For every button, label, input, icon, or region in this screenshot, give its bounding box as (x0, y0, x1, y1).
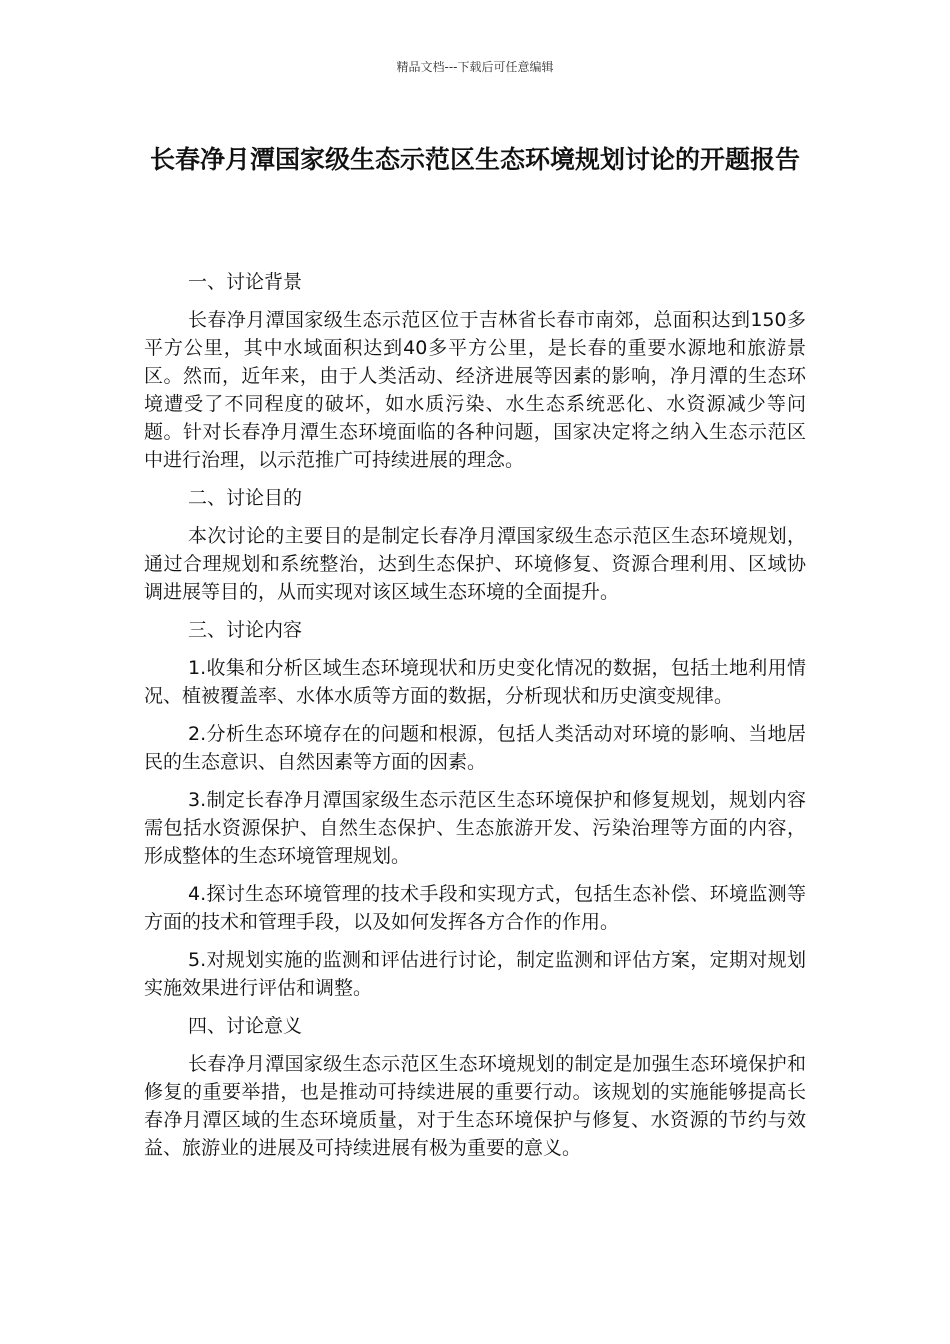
paragraph: 长春净月潭国家级生态示范区生态环境规划的制定是加强生态环境保护和修复的重要举措，也是推动可持续进展的重要行动。该规划的实施能够提高长春净月潭区域的生态环境质量，对于生态环境保护与修复、水资源的节约与效益、旅游业的进展及可持续进展有极为重要的意义。 (144, 1053, 806, 1159)
section-content (144, 616, 806, 1002)
list-item: 3.制定长春净月潭国家级生态示范区生态环境保护和修复规划，规划内容需包括水资源保护、自然生态保护、生态旅游开发、污染治理等方面的内容，形成整体的生态环境管理规划。 (144, 789, 806, 867)
page-header: 精品文档---下载后可任意编辑 (396, 60, 554, 74)
section-heading: 四、讨论意义 (188, 1015, 303, 1037)
document-title: 长春净月潭国家级生态示范区生态环境规划讨论的开题报告 (149, 145, 800, 174)
section-heading: 二、讨论目的 (188, 487, 303, 509)
document-body (144, 268, 806, 1172)
section-significance (144, 1012, 806, 1162)
section-heading: 三、讨论内容 (188, 619, 303, 641)
list-item: 1.收集和分析区域生态环境现状和历史变化情况的数据，包括土地利用情况、植被覆盖率、水体水质等方面的数据，分析现状和历史演变规律。 (144, 657, 806, 707)
paragraph: 本次讨论的主要目的是制定长春净月潭国家级生态示范区生态环境规划，通过合理规划和系统整治，达到生态保护、环境修复、资源合理利用、区域协调进展等目的，从而实现对该区域生态环境的全面提升。 (144, 525, 806, 603)
section-purpose (144, 484, 806, 606)
section-background (144, 268, 806, 474)
list-item: 4.探讨生态环境管理的技术手段和实现方式，包括生态补偿、环境监测等方面的技术和管理手段，以及如何发挥各方合作的作用。 (144, 883, 806, 933)
section-heading: 一、讨论背景 (188, 271, 303, 293)
list-item: 5.对规划实施的监测和评估进行讨论，制定监测和评估方案，定期对规划实施效果进行评估和调整。 (144, 949, 806, 999)
paragraph: 长春净月潭国家级生态示范区位于吉林省长春市南郊，总面积达到150多平方公里，其中水域面积达到40多平方公里，是长春的重要水源地和旅游景区。然而，近年来，由于人类活动、经济进展等因素的影响，净月潭的生态环境遭受了不同程度的破坏，如水质污染、水生态系统恶化、水资源减少等问题。针对长春净月潭生态环境面临的各种问题，国家决定将之纳入生态示范区中进行治理，以示范推广可持续进展的理念。 (144, 309, 806, 471)
list-item: 2.分析生态环境存在的问题和根源，包括人类活动对环境的影响、当地居民的生态意识、自然因素等方面的因素。 (144, 723, 806, 773)
